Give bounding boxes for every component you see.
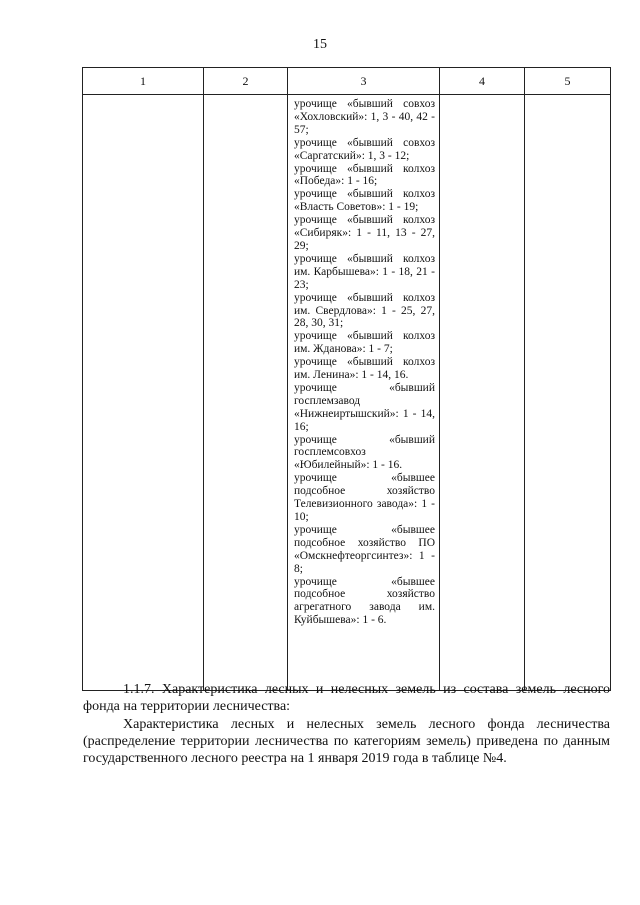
header-cell-1: 1 [83,68,204,95]
tract-entry: урочище «бывшее подсобное хозяйство Телевизионного завода»: 1 - 10; [294,472,435,523]
tract-entry: урочище «бывший госплемсовхоз «Юбилейный»: 1 - 16. [294,433,435,472]
page-number: 15 [313,37,327,52]
tract-entry: урочище «бывший госплемзавод «Нижнеиртышский»: 1 - 14, 16; [294,381,435,433]
cell-col2 [204,95,288,691]
header-cell-5: 5 [525,68,611,95]
cell-col3 [288,95,440,691]
tract-list [288,95,439,627]
tract-entry: урочище «бывший колхоз «Сибиряк»: 1 - 11, 13 - 27, 29; [294,214,435,252]
section-heading-paragraph: 1.1.7. Характеристика лесных и нелесных земель из состава земель лесного фонда на территории лесничества: [83,682,610,715]
table-header-row [83,68,611,95]
tract-entry: урочище «бывший колхоз «Власть Советов»: 1 - 19; [294,188,435,214]
tract-entry: урочище «бывший колхоз им. Карбышева»: 1 - 18, 21 - 23; [294,252,435,291]
cell-col4 [440,95,525,691]
tract-entry: урочище «бывший совхоз «Хохловский»: 1, 3 - 40, 42 - 57; [294,98,435,136]
cell-col5 [525,95,611,691]
body-text [83,681,610,767]
tract-entry: урочище «бывший совхоз «Саргатский»: 1, 3 - 12; [294,136,435,162]
tract-entry: урочище «бывшее подсобное хозяйство ПО «Омскнефтеоргсинтез»: 1 - 8; [294,523,435,575]
forest-table [82,67,611,691]
tract-entry: урочище «бывший колхоз «Победа»: 1 - 16; [294,162,435,188]
tract-entry: урочище «бывший колхоз им. Ленина»: 1 - 14, 16. [294,356,435,382]
header-cell-4: 4 [440,68,525,95]
header-cell-3: 3 [288,68,440,95]
tract-entry: урочище «бывший колхоз им. Свердлова»: 1 - 25, 27, 28, 30, 31; [294,291,435,330]
tract-entry: урочище «бывший колхоз им. Жданова»: 1 - 7; [294,330,435,356]
cell-col1 [83,95,204,691]
description-paragraph: Характеристика лесных и нелесных земель лесного фонда лесничества (распределение территории лесничества по категориям земель) приведена по данным государственного лесного реестра на 1 января 2019 года в таблице №4. [83,716,610,767]
header-cell-2: 2 [204,68,288,95]
tract-entry: урочище «бывшее подсобное хозяйство агрегатного завода им. Куйбышева»: 1 - 6. [294,575,435,627]
table-row [83,95,611,691]
